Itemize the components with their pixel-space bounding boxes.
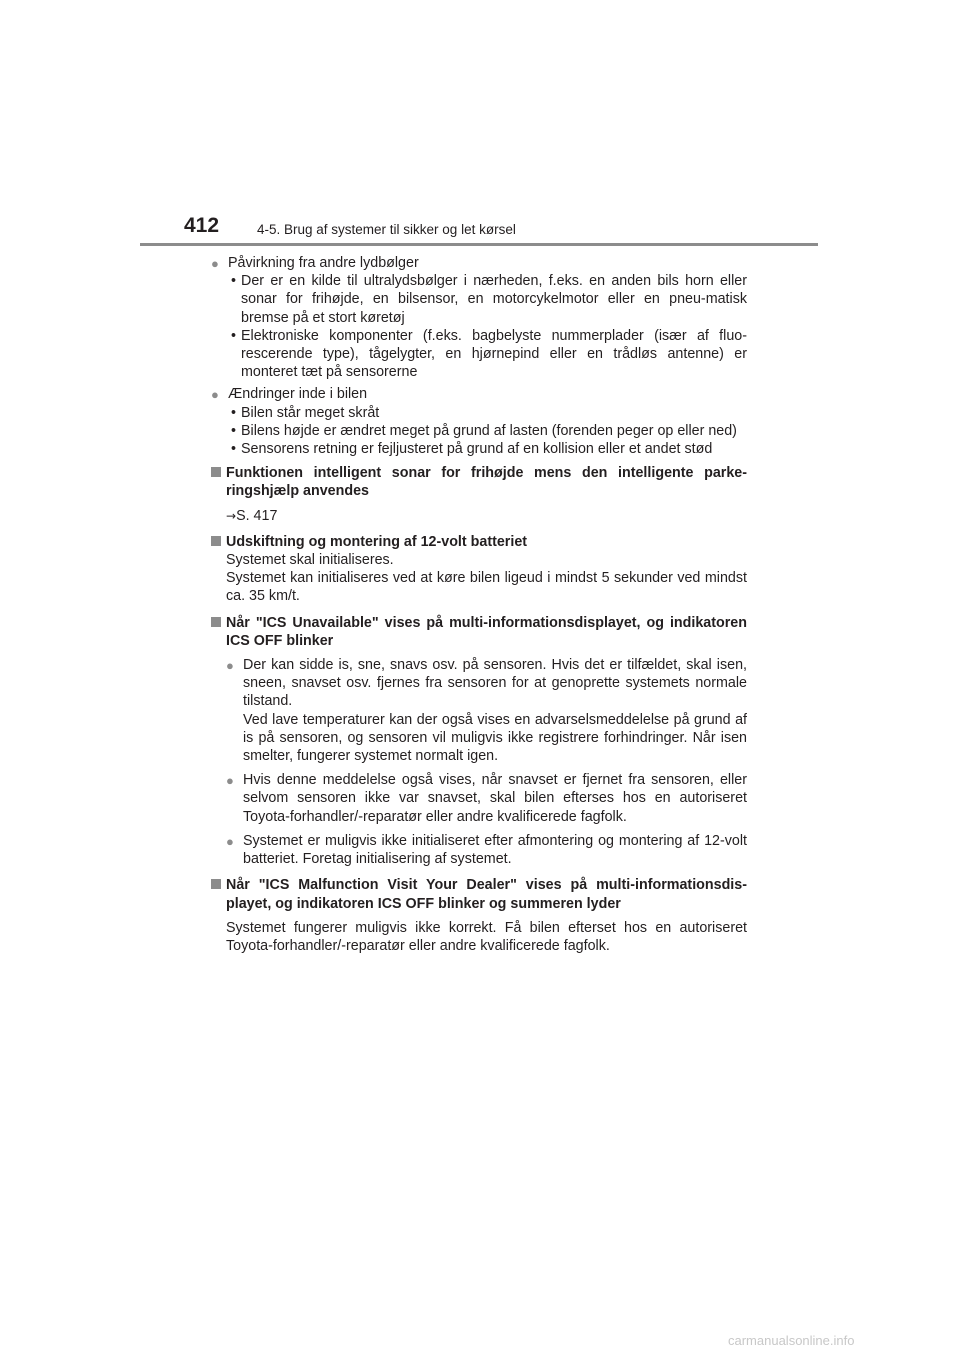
influence-title: Påvirkning fra andre lydbølger [228,255,419,271]
malfunction-heading: Når "ICS Malfunction Visit Your Dealer" vises på multi-informationsdis-playet, og indikatoren ICS OFF blinker og summeren lyder [211,876,747,912]
malfunction-text: Systemet fungerer muligvis ikke korrekt. Få bilen efterset hos en autoriseret Toyota-forhandler/-reparatør eller andre kvalificerede fagfolk. [226,919,747,954]
unavailable-item-3: ● Systemet er muligvis ikke initialiseret efter afmontering og montering af 12-volt batteriet. Foretag initialisering af systemet. [226,832,747,868]
page-reference-link[interactable]: S. 417 [236,507,278,524]
influence-bullets [211,272,747,381]
battery-line-1: Systemet skal initialiseres. [226,552,394,569]
circle-bullet-icon: ● [226,833,234,849]
circle-bullet-icon: ● [226,658,234,674]
list-item: • Der er en kilde til ultralydsbølger i nærheden, f.eks. en anden bils horn eller sonar for frihøjde, en bilsensor, en motorcykelmotor eller en pneu-matisk bremse på et stort køretøj [231,273,747,326]
battery-heading: Udskiftning og montering af 12-volt batteriet [211,533,747,551]
unavailable-item-2: ● Hvis denne meddelelse også vises, når snavset er fjernet fra sensoren, eller selvom sensoren ikke var snavset, skal bilen efterses hos en autoriseret Toyota-forhandler/-reparatør eller andre kvalificerede fagfolk. [226,772,747,825]
square-bullet-icon [211,467,221,477]
influence-item [211,254,747,272]
section-title: 4-5. Brug af systemer til sikker og let kørsel [257,222,516,237]
header-divider [140,243,818,246]
circle-bullet-icon: ● [226,773,234,789]
square-bullet-icon [211,879,221,889]
square-bullet-icon [211,617,221,627]
arrow-right-icon: → [226,508,237,523]
watermark: carmanualsonline.info [728,1333,855,1348]
list-item: • Sensorens retning er fejljusteret på grund af en kollision eller et andet stød [231,441,713,458]
square-bullet-icon [211,536,221,546]
page-content [211,254,747,955]
page-number: 412 [184,214,220,237]
parking-reference[interactable] [211,507,747,525]
list-item: • Bilens højde er ændret meget på grund af lasten (forenden peger op eller ned) [231,422,737,439]
changes-item [211,385,747,403]
circle-bullet-icon: ● [211,387,219,403]
parking-heading: Funktionen intelligent sonar for frihøjde mens den intelligente parke-ringshjælp anvendes [211,464,747,500]
circle-bullet-icon: ● [211,256,219,271]
battery-line-2: Systemet kan initialiseres ved at køre bilen ligeud i mindst 5 sekunder ved mindst ca. 35 km/t. [226,570,747,605]
unavailable-heading: Når "ICS Unavailable" vises på multi-informationsdisplayet, og indikatoren ICS OFF blinker [211,614,747,650]
list-item: • Elektroniske komponenter (f.eks. bagbelyste nummerplader (især af fluo-rescerende type), tågelygter, en hjørnepind eller en trådløs antenne) er monteret tæt på sensorerne [231,327,747,381]
list-item: • Bilen står meget skråt [231,404,380,421]
page-header [184,214,744,244]
unavailable-item-1: ● Der kan sidde is, sne, snavs osv. på sensoren. Hvis det er tilfældet, skal isen, sneen, snavset osv. fjernes fra sensoren for at genoprette systemets normale tilstand. Ved lave temperaturer kan der også vises en advarselsmeddelelse på grund af is på sensoren, og sensoren vil muligvis ikke registrere forhindringer. Når isen smelter, fungerer systemet normalt igen. [226,657,747,765]
changes-title: Ændringer inde i bilen [228,386,368,403]
changes-bullets [211,404,747,459]
